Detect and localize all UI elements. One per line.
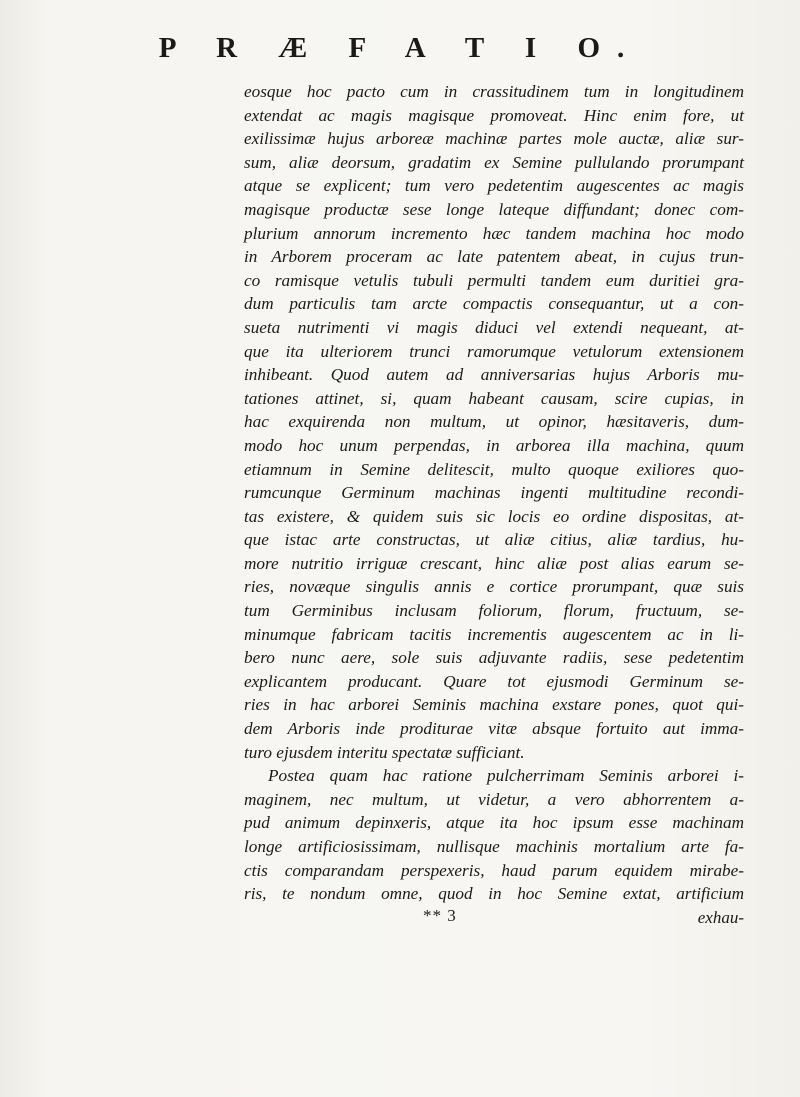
text-line: co ramisque vetulis tubuli permulti tandem eum duritiei gra-: [244, 270, 744, 290]
text-line: plurium annorum incremento hæc tandem machina hoc modo: [244, 223, 744, 243]
body-text: [244, 80, 744, 930]
text-line: etiamnum in Semine delitescit, multo quoque exiliores quo-: [244, 459, 744, 479]
text-line: Postea quam hac ratione pulcherrimam Seminis arborei i-: [268, 766, 744, 786]
text-line: tum Germinibus inclusam foliorum, florum, fructuum, se-: [244, 601, 744, 621]
text-line: dem Arboris inde proditurae vitæ absque fortuito aut imma-: [244, 719, 744, 739]
text-line: exilissimæ hujus arboreæ machinæ partes mole auctæ, aliæ sur-: [244, 129, 744, 149]
text-line: ris, te nondum omne, quod in hoc Semine extat, artificium: [244, 884, 744, 904]
signature-mark: ** 3: [423, 905, 457, 925]
text-line: bero nunc aere, sole suis adjuvante radiis, sese pedetentim: [244, 648, 744, 668]
text-line: tas existere, & quidem suis sic locis eo ordine dispositas, at-: [244, 506, 744, 526]
text-line: sueta nutrimenti vi magis diduci vel extendi nequeant, at-: [244, 317, 744, 337]
text-line: in Arborem proceram ac late patentem abeat, in cujus trun-: [244, 247, 744, 267]
text-line: que ita ulteriorem trunci ramorumque vetulorum extensionem: [244, 341, 744, 361]
catchword: exhau-: [697, 907, 744, 927]
text-line: inhibeant. Quod autem ad anniversarias hujus Arboris mu-: [244, 365, 744, 385]
text-line: more nutritio irriguæ crescant, hinc aliæ post alias earum se-: [244, 553, 744, 573]
text-line: modo hoc unum perpendas, in arborea illa machina, quum: [244, 435, 744, 455]
text-line: ries in hac arborei Seminis machina exstare pones, quot qui-: [244, 695, 744, 715]
text-line: hac exquirenda non multum, ut opinor, hæsitaveris, dum-: [244, 412, 744, 432]
text-line: ctis comparandam perspexeris, haud parum equidem mirabe-: [244, 860, 744, 880]
text-line: pud animum depinxeris, atque ita hoc ipsum esse machinam: [244, 813, 744, 833]
page-footer: [244, 906, 744, 930]
text-line: sum, aliæ deorsum, gradatim ex Semine pullulando prorumpant: [244, 152, 744, 172]
text-line: dum particulis tam arcte compactis consequantur, ut a con-: [244, 294, 744, 314]
text-line: maginem, nec multum, ut videtur, a vero abhorrentem a-: [244, 789, 744, 809]
text-line: turo ejusdem interitu spectatæ sufficiant.: [244, 742, 525, 762]
text-line: que istac arte constructas, ut aliæ citius, aliæ tardius, hu-: [244, 530, 744, 550]
paragraph-2: [244, 764, 744, 906]
text-line: tationes attinet, si, quam habeant causam, scire cupias, in: [244, 388, 744, 408]
text-line: explicantem producant. Quare tot ejusmodi Germinum se-: [244, 671, 744, 691]
text-line: eosque hoc pacto cum in crassitudinem tum in longitudinem: [244, 82, 744, 101]
text-line: magisque productæ sese longe lateque diffundant; donec com-: [244, 199, 744, 219]
text-line: longe artificiosissimam, nullisque machinis mortalium arte fa-: [244, 837, 744, 856]
text-line: rumcunque Germinum machinas ingenti multitudine recondi-: [244, 483, 744, 503]
text-line: ries, novæque singulis annis e cortice prorumpant, quæ suis: [244, 577, 744, 597]
page-header: P R Æ F A T I O.: [158, 32, 642, 64]
text-line: extendat ac magis magisque promoveat. Hinc enim fore, ut: [244, 105, 744, 125]
text-line: atque se explicent; tum vero pedetentim augescentes ac magis: [244, 176, 744, 196]
paragraph-1: [244, 80, 744, 764]
text-line: minumque fabricam tacitis incrementis augescentem ac in li-: [244, 624, 744, 644]
